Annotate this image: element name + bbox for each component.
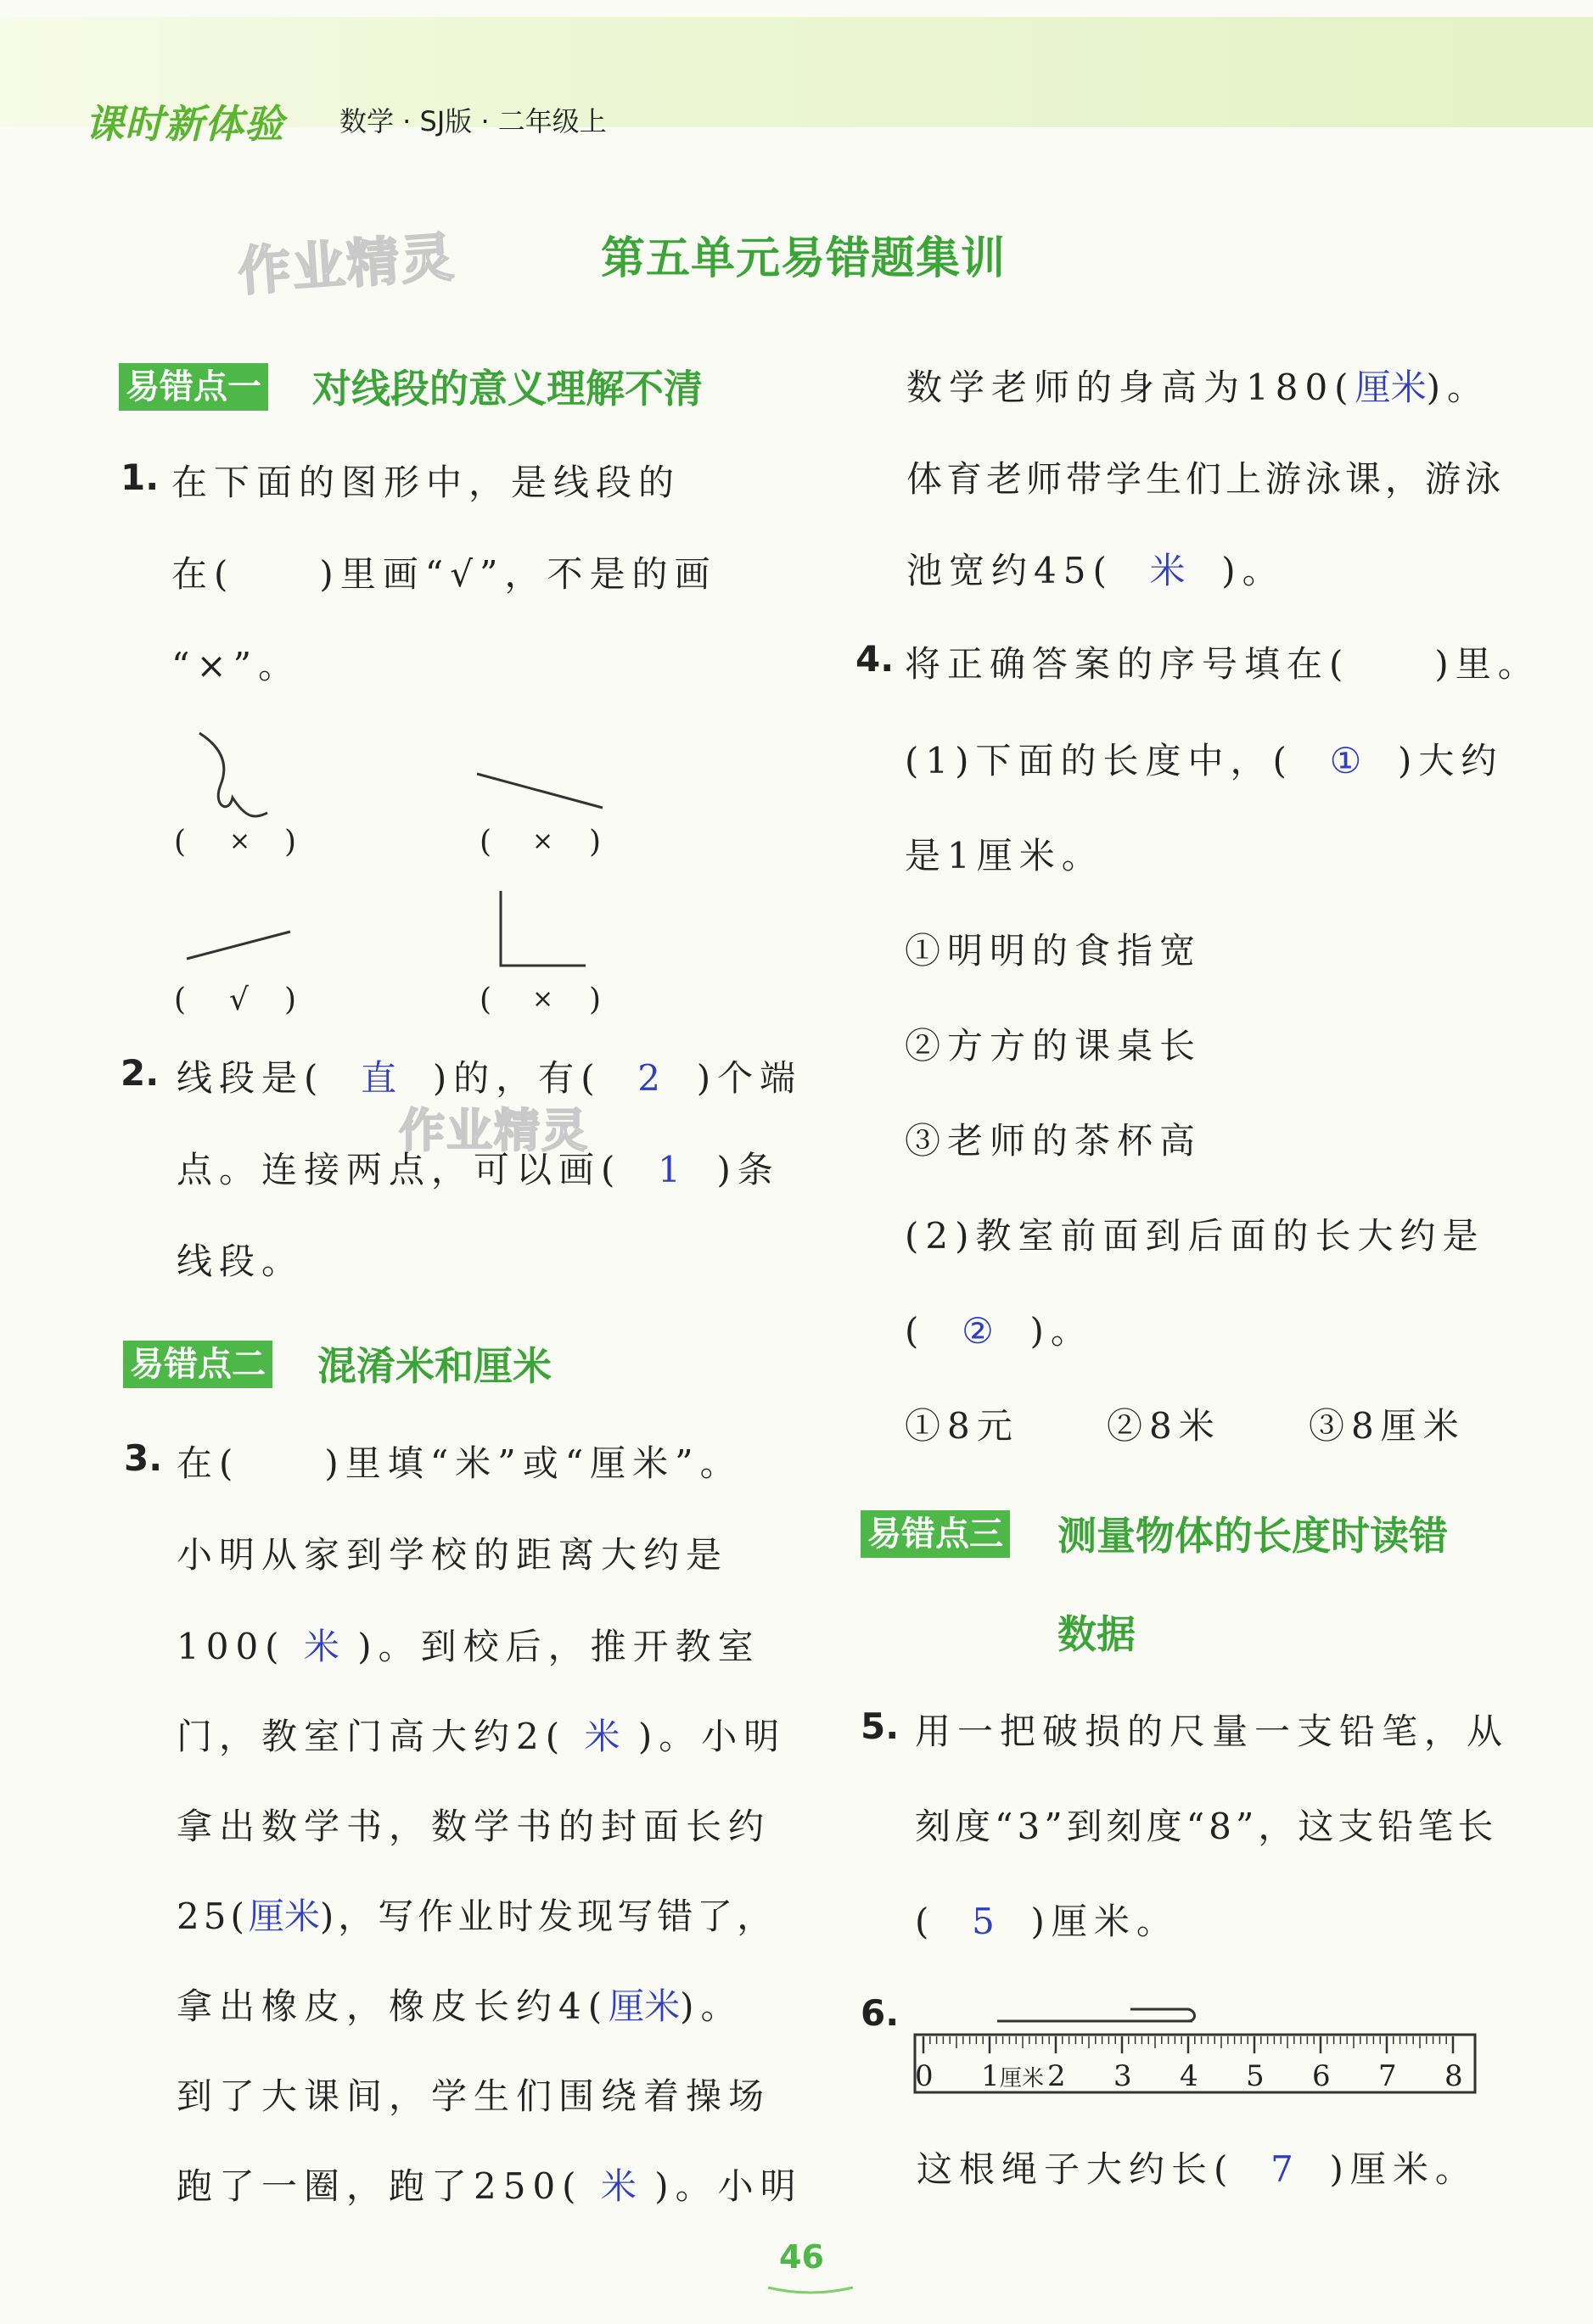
section-title: 对线段的意义理解不清 [312, 366, 703, 412]
question-text: 线段。 [177, 1240, 305, 1282]
option: ①8元 [905, 1405, 1019, 1447]
section-badge: 易错点二 [123, 1341, 272, 1388]
question-text: 在( )里画“√”，不是的画 [171, 553, 717, 595]
bracket-pair: ) [589, 983, 602, 1017]
question-text: 数学老师的身高为180(厘米)。 [906, 367, 1489, 408]
section-badge: 易错点一 [119, 363, 268, 411]
bracket-pair: ) [284, 983, 297, 1017]
ruler-label: 厘米 [1000, 2066, 1045, 2092]
question-text: 点。连接两点，可以画( 1 )条 [177, 1149, 780, 1190]
answer-mark: × [229, 826, 251, 856]
watermark: 作业精灵 [399, 1104, 589, 1157]
answer-mark: × [532, 984, 554, 1014]
page-number: 46 [779, 2238, 824, 2276]
question-text: 到了大课间，学生们围绕着操场 [177, 2075, 771, 2117]
answer-mark: √ [229, 983, 249, 1017]
question-text: (1)下面的长度中，( ① )大约 [905, 740, 1504, 781]
option: ②8米 [1107, 1405, 1221, 1447]
section-title: 测量物体的长度时读错 [1057, 1513, 1448, 1559]
question-number: 6. [861, 1992, 900, 2034]
question-text: 是1厘米。 [905, 835, 1104, 876]
question-number: 2. [121, 1052, 160, 1094]
page-title: 第五单元易错题集训 [601, 233, 1007, 284]
question-text: (2)教室前面到后面的长大约是 [905, 1215, 1485, 1257]
question-number: 5. [861, 1705, 900, 1747]
brand-logo: 课时新体验 [85, 101, 284, 147]
ruler-label: 2 [1047, 2059, 1066, 2093]
ruler-label: 1 [981, 2059, 1000, 2093]
question-number: 1. [121, 456, 160, 498]
bracket-pair: ( [174, 825, 187, 860]
bracket-pair: ) [284, 825, 297, 860]
ruler-label: 3 [1113, 2059, 1132, 2093]
question-text: 刻度“3”到刻度“8”，这支铅笔长 [915, 1806, 1498, 1847]
section-title: 混淆米和厘米 [317, 1343, 552, 1389]
question-text: 门，教室门高大约2( 米 )。小明 [177, 1716, 787, 1757]
option: ①明明的食指宽 [905, 930, 1203, 972]
question-text: ( ② )。 [905, 1310, 1093, 1352]
question-text: 体育老师带学生们上游泳课，游泳 [906, 458, 1506, 500]
rope-hook [1099, 2009, 1195, 2021]
ruler-label: 4 [1180, 2059, 1198, 2093]
option: ③8厘米 [1309, 1405, 1466, 1447]
ruler-ticks [923, 2036, 1453, 2053]
bracket-pair: ) [589, 825, 602, 860]
ruler-label: 7 [1378, 2059, 1397, 2093]
question-number: 3. [124, 1437, 163, 1479]
ray-figure [477, 774, 603, 808]
question-text: 跑了一圈，跑了250( 米 )。小明 [177, 2165, 803, 2207]
ruler-labels [915, 2059, 1463, 2093]
page-ornament [764, 2282, 857, 2299]
ruler-label: 6 [1312, 2059, 1331, 2093]
question-text: 小明从家到学校的距离大约是 [177, 1534, 729, 1576]
q1-figures [127, 713, 637, 1001]
section-title: 数据 [1057, 1611, 1136, 1657]
bracket-pair: ( [480, 983, 492, 1017]
watermark: 作业精灵 [236, 226, 457, 303]
bracket-pair: ( [480, 825, 492, 860]
question-text: 将正确答案的序号填在( )里。 [905, 643, 1540, 685]
question-text: “×”。 [171, 645, 301, 686]
ruler-label: 8 [1444, 2059, 1463, 2093]
question-text: 池宽约45( 米 )。 [906, 550, 1285, 591]
question-text: 100( 米 )。到校后，推开教室 [177, 1626, 760, 1667]
ruler-label: 5 [1246, 2059, 1265, 2093]
question-text: 拿出橡皮，橡皮长约4(厘米)。 [177, 1985, 743, 2027]
angle-figure [501, 891, 586, 966]
question-text: 线段是( 直 )的，有( 2 )个端 [177, 1057, 803, 1099]
question-text: 25(厘米)，写作业时发现写错了， [177, 1896, 777, 1937]
answer-mark: × [532, 826, 554, 856]
ruler-label: 0 [915, 2059, 934, 2093]
bracket-pair: ( [174, 983, 187, 1017]
option: ③老师的茶杯高 [905, 1120, 1203, 1162]
question-text: 在下面的图形中，是线段的 [171, 462, 682, 503]
question-text: 用一把破损的尺量一支铅笔，从 [915, 1711, 1510, 1752]
subject-label: 数学 · SJ版 · 二年级上 [339, 105, 607, 137]
ruler-figure [908, 1977, 1485, 2104]
section-badge: 易错点三 [861, 1510, 1010, 1558]
question-text: 在( )里填“米”或“厘米”。 [177, 1442, 743, 1484]
option: ②方方的课桌长 [905, 1025, 1203, 1067]
question-text: 这根绳子大约长( 7 )厘米。 [917, 2148, 1478, 2190]
curve-figure [199, 733, 267, 816]
question-text: ( 5 )厘米。 [915, 1901, 1179, 1942]
segment-figure [187, 932, 290, 959]
question-text: 拿出数学书，数学书的封面长约 [177, 1806, 771, 1847]
question-number: 4. [855, 638, 895, 680]
